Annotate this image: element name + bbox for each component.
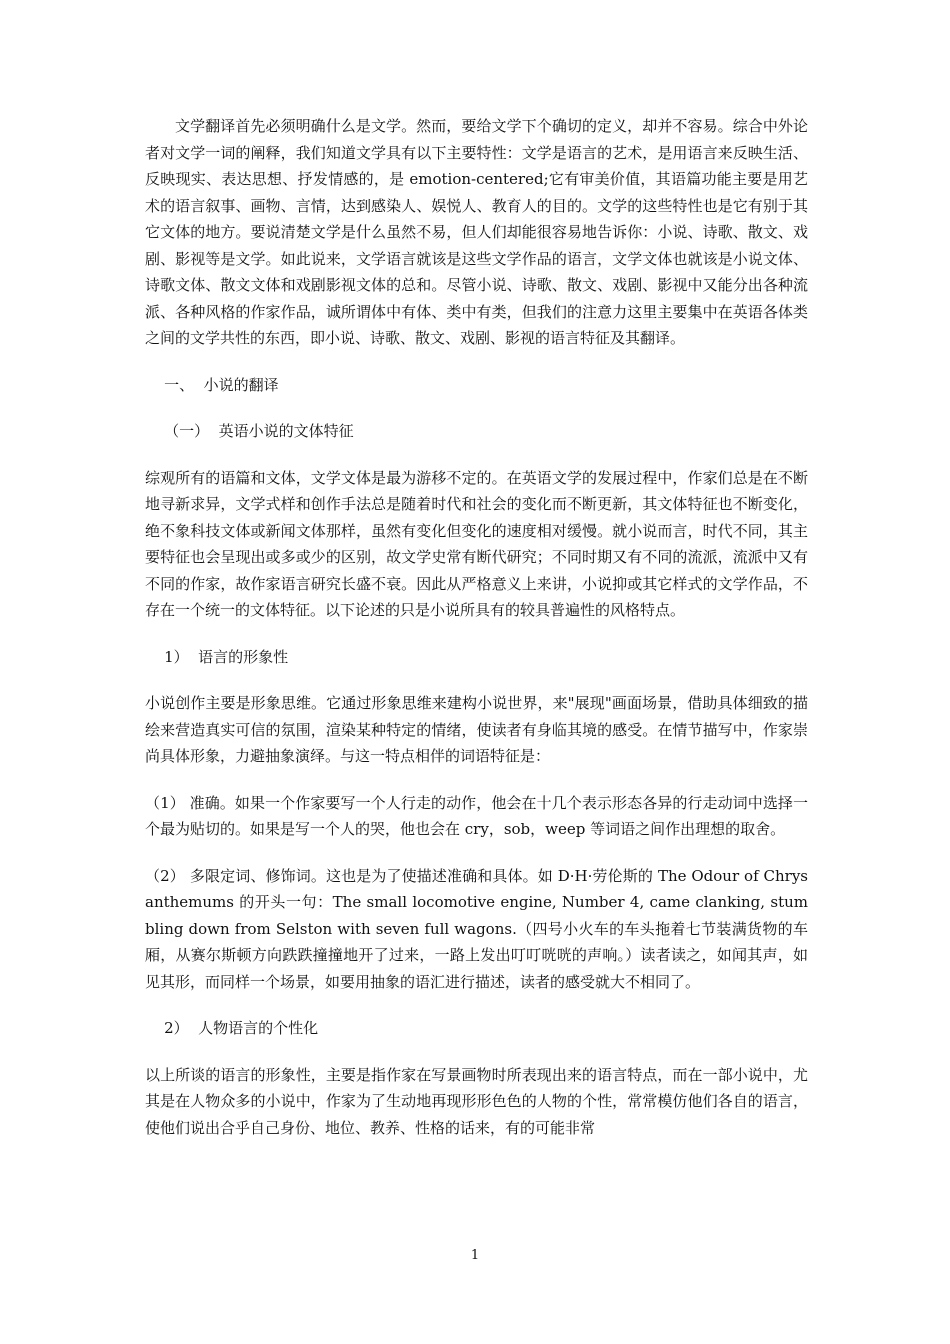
- section-heading-novel-translation: 一、 小说的翻译: [145, 375, 279, 394]
- body-paragraph: （2） 多限定词、修饰词。这也是为了使描述准确和具体。如 D·H·劳伦斯的 The Odour of Chrysanthemums 的开头一句：The small locomotive engine, Number 4, came clanking, stumbling down from Selston with seven full wagons.（四号小火车的车头拖着七节装满货物的车厢，从赛尔斯顿方向跌跌撞撞地开了过来，一路上发出叮叮咣咣的声响。）读者读之，如闻其声，如见其形，而同样一个场景，如要用抽象的语汇进行描述，读者的感受就大不相同了。: [145, 866, 808, 991]
- document-body: [145, 113, 808, 1161]
- body-paragraph: 综观所有的语篇和文体，文学文体是最为游移不定的。在英语文学的发展过程中，作家们总是在不断地寻新求异，文学式样和创作手法总是随着时代和社会的变化而不断更新，其文体特征也不断变化，绝不象科技文体或新闻文体那样，虽然有变化但变化的速度相对缓慢。就小说而言，时代不同，其主要特征也会呈现出或多或少的区别，故文学史常有断代研究；不同时期又有不同的流派，流派中又有不同的作家，故作家语言研究长盛不衰。因此从严格意义上来讲，小说抑或其它样式的文学作品，不存在一个统一的文体特征。以下论述的只是小说所具有的较具普遍性的风格特点。: [145, 468, 808, 619]
- point-heading-imagery: 1） 语言的形象性: [145, 647, 289, 666]
- body-paragraph: 小说创作主要是形象思维。它通过形象思维来建构小说世界，来"展现"画面场景，借助具体细致的描绘来营造真实可信的氛围，渲染某种特定的情绪，使读者有身临其境的感受。在情节描写中，作家崇尚具体形象，力避抽象演绎。与这一特点相伴的词语特征是：: [145, 694, 808, 765]
- intro-paragraph: 文学翻译首先必须明确什么是文学。然而，要给文学下个确切的定义，却并不容易。综合中外论者对文学一词的阐释，我们知道文学具有以下主要特性：文学是语言的艺术，是用语言来反映生活、反映现实、表达思想、抒发情感的，是 emotion-centered;它有审美价值，其语篇功能主要是用艺术的语言叙事、画物、言情，达到感染人、娱悦人、教育人的目的。文学的这些特性也是它有别于其它文体的地方。要说清楚文学是什么虽然不易，但人们却能很容易地告诉你：小说、诗歌、散文、戏剧、影视等是文学。如此说来，文学语言就该是这些文学作品的语言，文学文体也就该是小说文体、诗歌文体、散文文体和戏剧影视文体的总和。尽管小说、诗歌、散文、戏剧、影视中又能分出各种流派、各种风格的作家作品，诚所谓体中有体、类中有类，但我们的注意力这里主要集中在英语各体类之间的文学共性的东西，即小说、诗歌、散文、戏剧、影视的语言特征及其翻译。: [145, 117, 808, 347]
- page-number: 1: [470, 1248, 480, 1263]
- subsection-heading-stylistic-features: （一） 英语小说的文体特征: [145, 422, 354, 440]
- point-heading-characterization: 2） 人物语言的个性化: [145, 1019, 319, 1037]
- body-paragraph: （1） 准确。如果一个作家要写一个人行走的动作，他会在十几个表示形态各异的行走动词中选择一个最为贴切的。如果是写一个人的哭，他也会在 cry，sob，weep 等词语之间作出理想的取舍。: [145, 793, 808, 838]
- body-paragraph: 以上所谈的语言的形象性，主要是指作家在写景画物时所表现出来的语言特点，而在一部小说中，尤其是在人物众多的小说中，作家为了生动地再现形形色色的人物的个性，常常模仿他们各自的语言，使他们说出合乎自己身份、地位、教养、性格的话来，有的可能非常: [145, 1065, 808, 1137]
